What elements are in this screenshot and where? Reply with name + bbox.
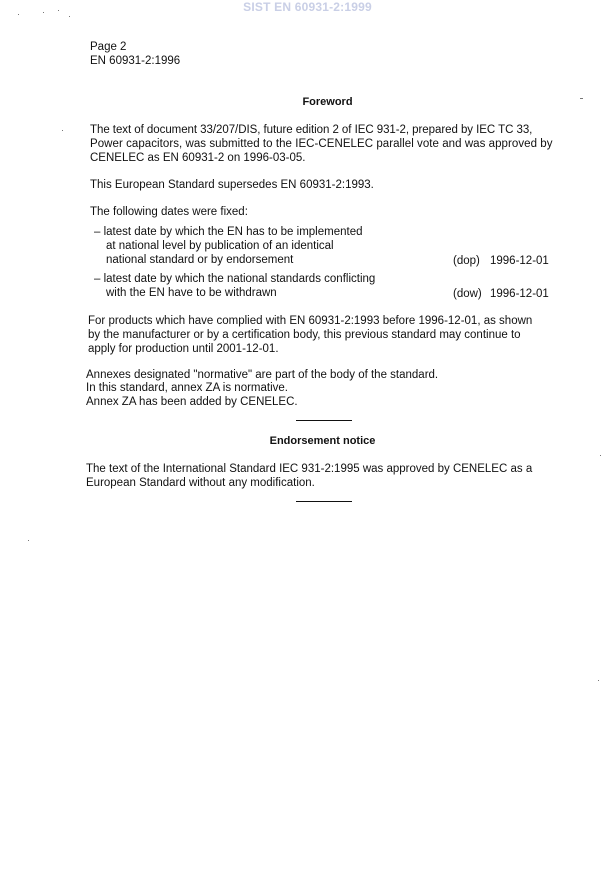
- annex-line2: In this standard, annex ZA is normative.: [86, 382, 288, 394]
- dow-line1: – latest date by which the national standards conflicting: [94, 273, 376, 285]
- scan-speck: [62, 130, 63, 131]
- foreword-para1-line1: The text of document 33/207/DIS, future edition 2 of IEC 931-2, prepared by IEC TC 33,: [90, 124, 533, 136]
- dop-line2: at national level by publication of an identical: [106, 240, 334, 252]
- foreword-para2: This European Standard supersedes EN 60931-2:1993.: [90, 179, 374, 191]
- foreword-title: Foreword: [302, 96, 353, 108]
- scan-speck: [58, 10, 59, 11]
- foreword-para1-line2: Power capacitors, was submitted to the IEC-CENELEC parallel vote and was approved by: [90, 138, 553, 150]
- annex-line3: Annex ZA has been added by CENELEC.: [86, 396, 298, 408]
- section-divider: [296, 420, 352, 421]
- annex-line1: Annexes designated "normative" are part of the body of the standard.: [86, 369, 439, 381]
- dow-line2: with the EN have to be withdrawn: [106, 287, 277, 299]
- watermark: SIST EN 60931-2:1999: [243, 0, 372, 14]
- endorsement-line1: The text of the International Standard IEC 931-2:1995 was approved by CENELEC as a: [86, 463, 533, 475]
- scan-speck: [598, 680, 599, 681]
- foreword-para4-line3: apply for production until 2001-12-01.: [88, 343, 279, 355]
- endorsement-title: Endorsement notice: [269, 435, 376, 447]
- dop-code: (dop): [453, 255, 480, 267]
- dow-code: (dow): [453, 288, 482, 300]
- end-divider: [296, 501, 352, 502]
- dop-line1: – latest date by which the EN has to be implemented: [94, 226, 363, 238]
- scan-speck: [580, 98, 583, 99]
- dop-line3: national standard or by endorsement: [106, 254, 294, 266]
- foreword-para4-line2: by the manufacturer or by a certification body, this previous standard may continue to: [88, 329, 521, 341]
- standard-id: EN 60931-2:1996: [90, 55, 181, 67]
- dow-date: 1996-12-01: [490, 288, 549, 300]
- foreword-para3: The following dates were fixed:: [90, 206, 248, 218]
- dop-date: 1996-12-01: [490, 255, 549, 267]
- foreword-para1-line3: CENELEC as EN 60931-2 on 1996-03-05.: [90, 152, 306, 164]
- scan-speck: [43, 12, 44, 13]
- foreword-para4-line1: For products which have complied with EN 60931-2:1993 before 1996-12-01, as shown: [88, 315, 533, 327]
- page-number: Page 2: [90, 41, 127, 53]
- endorsement-line2: European Standard without any modification.: [86, 477, 315, 489]
- scan-speck: [69, 16, 70, 17]
- scan-speck: [28, 540, 29, 541]
- scan-speck: [18, 14, 19, 15]
- scan-speck: [600, 455, 601, 456]
